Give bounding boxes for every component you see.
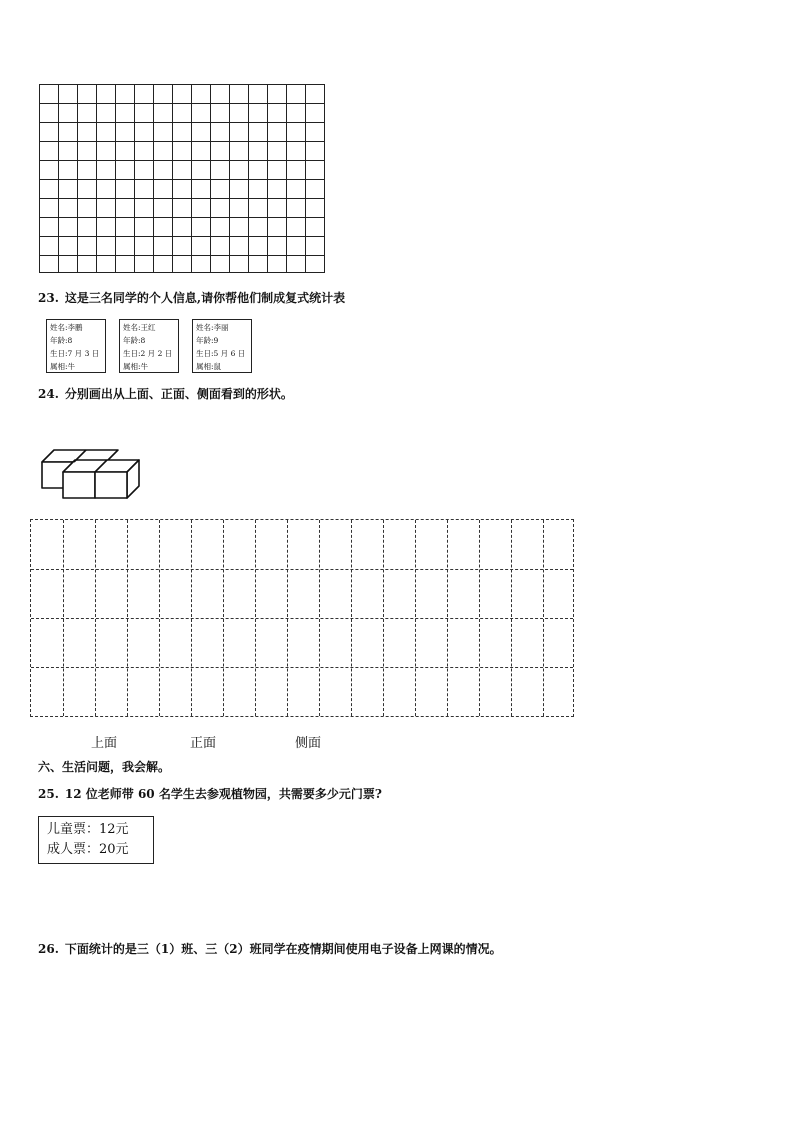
card-age: 年龄:8 [123, 336, 146, 345]
card-age: 年龄:9 [196, 336, 219, 345]
card-zodiac: 属相:牛 [123, 362, 149, 371]
question-24-text: 分别画出从上面、正面、侧面看到的形状。 [64, 387, 293, 401]
card-name: 姓名:李丽 [196, 323, 229, 332]
cube-front-face [95, 472, 127, 498]
question-24 [38, 386, 293, 402]
card-age: 年龄:8 [50, 336, 73, 345]
cube-figure [36, 446, 146, 501]
student-card-1 [46, 319, 106, 373]
question-26-number: 26. [38, 942, 59, 956]
view-label-front: 正面 [190, 736, 217, 751]
card-zodiac: 属相:鼠 [196, 362, 222, 371]
child-ticket-price: 儿童票：12元 [47, 822, 129, 837]
dashed-drawing-grid [30, 519, 574, 717]
question-24-number: 24. [38, 387, 59, 401]
question-23 [38, 290, 345, 306]
question-26 [38, 941, 502, 957]
student-card-2 [119, 319, 179, 373]
view-label-side: 侧面 [295, 736, 322, 751]
card-birthday: 生日:5 月 6 日 [196, 349, 246, 358]
card-zodiac: 属相:牛 [50, 362, 76, 371]
answer-grid-top [39, 84, 325, 273]
cube-front-face [63, 472, 95, 498]
question-23-text: 这是三名同学的个人信息,请你帮他们制成复式统计表 [64, 291, 346, 305]
question-25 [38, 786, 382, 802]
question-25-number: 25. [38, 787, 59, 801]
card-name: 姓名:王红 [123, 323, 156, 332]
adult-ticket-price: 成人票：20元 [47, 842, 129, 857]
card-birthday: 生日:7 月 3 日 [50, 349, 100, 358]
question-23-number: 23. [38, 291, 59, 305]
card-name: 姓名:李鹏 [50, 323, 83, 332]
student-card-3 [192, 319, 252, 373]
question-26-text: 下面统计的是三（1）班、三（2）班同学在疫情期间使用电子设备上网课的情况。 [64, 942, 502, 956]
card-birthday: 生日:2 月 2 日 [123, 349, 173, 358]
section-6-title: 六、生活问题，我会解。 [38, 760, 171, 774]
ticket-price-box [38, 816, 154, 864]
question-25-text: 12 位老师带 60 名学生去参观植物园，共需要多少元门票? [64, 787, 382, 801]
view-label-top: 上面 [91, 736, 118, 751]
